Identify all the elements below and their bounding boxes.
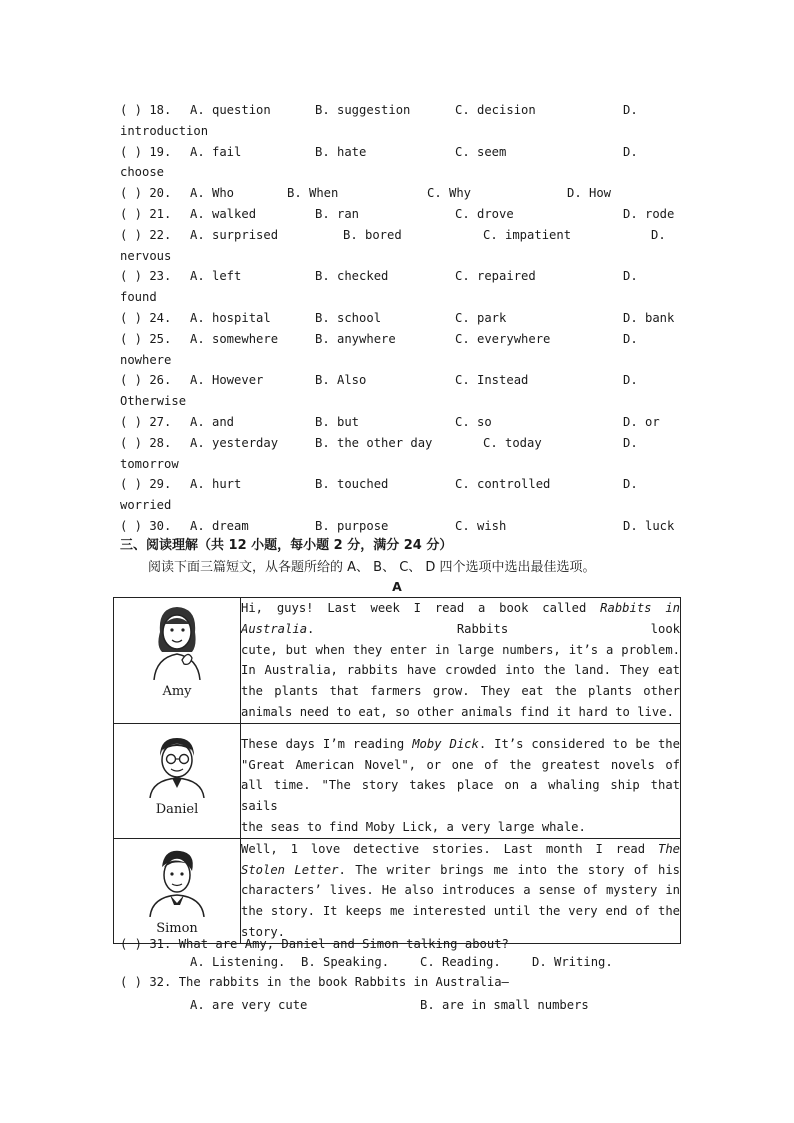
cloze-option-d: D. [623, 435, 638, 450]
question-31: ( ) 31. What are Amy, Daniel and Simon talking about? [120, 937, 509, 951]
cloze-item [120, 474, 680, 494]
cloze-option-d: D. [623, 269, 638, 284]
cloze-option-b: B. bored [343, 227, 402, 242]
daniel-cell [114, 723, 241, 838]
cloze-option-c: C. impatient [483, 227, 572, 242]
cloze-item [120, 370, 680, 390]
cloze-item [120, 516, 680, 536]
cloze-option-c: C. repaired [455, 269, 536, 284]
cloze-number: ( ) 27. [120, 415, 172, 429]
cloze-option-a: A. fail [190, 144, 242, 159]
cloze-option-d-wrap: nervous [120, 248, 172, 263]
simon-book-title: The Stolen Letter [241, 841, 680, 877]
cloze-option-b: B. checked [315, 269, 389, 284]
cloze-item [120, 329, 680, 349]
q31-option-b: B. Speaking. [301, 955, 390, 969]
cloze-option-c: C. park [455, 311, 507, 325]
cloze-number: ( ) 29. [120, 477, 172, 492]
cloze-option-b: B. anywhere [315, 331, 396, 346]
cloze-option-b: B. touched [315, 477, 389, 492]
cloze-option-a: A. and [190, 415, 235, 429]
cloze-item [120, 204, 680, 224]
cloze-option-a: A. question [190, 103, 271, 117]
amy-text-cell [241, 598, 681, 724]
daniel-paragraph: These days I’m reading Moby Dick. It’s considered to be the "Great American Novel", or one of the greatest novels of all time. "The story takes place on a whaling ship that sails the seas to find Moby Lick, a very large whale. [241, 736, 680, 834]
cloze-option-d: D. [623, 331, 638, 346]
amy-portrait-icon [142, 602, 212, 680]
reading-table [113, 597, 681, 944]
cloze-option-a: A. surprised [190, 227, 279, 242]
simon-name: Simon [156, 920, 198, 936]
cloze-option-d-wrap: Otherwise [120, 394, 187, 409]
cloze-option-b: B. the other day [315, 435, 433, 450]
amy-name: Amy [162, 684, 192, 699]
passage-label: A [392, 579, 402, 594]
cloze-option-c: C. today [483, 435, 542, 450]
amy-cell [114, 598, 241, 724]
cloze-option-d-wrap: tomorrow [120, 456, 179, 471]
cloze-item [120, 433, 680, 453]
cloze-option-b: B. Also [315, 373, 367, 388]
cloze-option-d-wrap: introduction [120, 123, 209, 138]
cloze-option-c: C. controlled [455, 477, 551, 492]
q32-option-b: B. are in small numbers [420, 998, 589, 1012]
section-heading: 三、阅读理解（共 12 小题，每小题 2 分，满分 24 分） [120, 538, 453, 553]
daniel-portrait-icon [142, 732, 212, 798]
cloze-item [120, 266, 680, 286]
amy-paragraph: Hi, guys! Last week I read a book called Rabbits in Australia. Rabbits look cute, but when they enter in large numbers, it’s a problem. In Australia, rabbits have crowded into the land. They eat the plants that farmers grow. They eat the plants other animals need to eat, so other animals find it hard to live. [241, 601, 680, 719]
cloze-option-d: D. [623, 103, 638, 117]
cloze-option-c: C. decision [455, 103, 536, 117]
cloze-option-a: A. left [190, 269, 242, 284]
cloze-option-c: C. everywhere [455, 331, 551, 346]
cloze-number: ( ) 28. [120, 435, 172, 450]
cloze-option-d-wrap: worried [120, 498, 172, 513]
cloze-item [120, 412, 680, 432]
cloze-option-d: D. or [623, 415, 660, 429]
cloze-option-a: A. hurt [190, 477, 242, 492]
cloze-number: ( ) 30. [120, 519, 172, 533]
cloze-option-c: C. wish [455, 519, 507, 533]
cloze-option-a: A. somewhere [190, 331, 279, 346]
cloze-option-d: D. rode [623, 207, 675, 221]
cloze-option-a: A. walked [190, 207, 257, 221]
cloze-option-c: C. Instead [455, 373, 529, 388]
cloze-option-a: A. Who [190, 186, 235, 201]
q31-option-d: D. Writing. [532, 955, 613, 969]
cloze-option-b: B. hate [315, 144, 367, 159]
cloze-option-b: B. school [315, 311, 382, 325]
cloze-option-a: A. hospital [190, 311, 271, 325]
cloze-option-d-wrap: nowhere [120, 352, 172, 367]
cloze-option-d: D. [623, 373, 638, 388]
cloze-item [120, 142, 680, 162]
simon-text-cell [241, 838, 681, 943]
cloze-option-c: C. so [455, 415, 492, 429]
cloze-number: ( ) 19. [120, 144, 172, 159]
cloze-number: ( ) 18. [120, 103, 172, 117]
cloze-option-d: D. [651, 227, 666, 242]
cloze-number: ( ) 25. [120, 331, 172, 346]
cloze-option-a: A. yesterday [190, 435, 279, 450]
cloze-option-d-wrap: found [120, 290, 157, 305]
question-32: ( ) 32. The rabbits in the book Rabbits in Australia— [120, 975, 509, 989]
cloze-item [120, 183, 680, 203]
cloze-item [120, 100, 680, 120]
cloze-option-c: C. drove [455, 207, 514, 221]
cloze-option-b: B. ran [315, 207, 360, 221]
cloze-option-c: C. Why [427, 186, 472, 201]
section-instruction: 阅读下面三篇短文，从各题所给的 A、 B、 C、 D 四个选项中选出最佳选项。 [148, 560, 596, 575]
simon-portrait-icon [142, 845, 212, 917]
q31-option-a: A. Listening. [190, 955, 286, 969]
cloze-option-a: A. dream [190, 519, 249, 533]
cloze-option-b: B. but [315, 415, 360, 429]
cloze-number: ( ) 26. [120, 373, 172, 388]
cloze-number: ( ) 22. [120, 227, 172, 242]
cloze-option-d: D. [623, 144, 638, 159]
simon-paragraph: Well, 1 love detective stories. Last month I read The Stolen Letter. The writer brings me into the story of his characters’ lives. He also introduces a sense of mystery in the story. It keeps me interested until the very end of the story. [241, 841, 680, 939]
daniel-name: Daniel [155, 801, 199, 817]
table-row [114, 598, 681, 724]
cloze-item [120, 308, 680, 328]
cloze-number: ( ) 24. [120, 311, 172, 325]
cloze-option-b: B. suggestion [315, 103, 411, 117]
cloze-option-d: D. How [567, 186, 612, 201]
cloze-option-d: D. luck [623, 519, 675, 533]
q31-option-c: C. Reading. [420, 955, 501, 969]
cloze-option-d-wrap: choose [120, 165, 165, 180]
amy-book-title: Rabbits in Australia [241, 601, 680, 636]
daniel-book-title: Moby Dick [412, 736, 479, 751]
table-row [114, 838, 681, 943]
cloze-number: ( ) 21. [120, 207, 172, 221]
cloze-number: ( ) 23. [120, 269, 172, 284]
cloze-option-a: A. However [190, 373, 264, 388]
cloze-option-d: D. [623, 477, 638, 492]
cloze-option-b: B. When [287, 186, 339, 201]
cloze-option-d: D. bank [623, 311, 675, 325]
table-row [114, 723, 681, 838]
cloze-option-c: C. seem [455, 144, 507, 159]
q32-option-a: A. are very cute [190, 998, 308, 1012]
simon-cell [114, 838, 241, 943]
cloze-number: ( ) 20. [120, 186, 172, 201]
daniel-text-cell [241, 723, 681, 838]
cloze-item [120, 225, 680, 245]
cloze-option-b: B. purpose [315, 519, 389, 533]
